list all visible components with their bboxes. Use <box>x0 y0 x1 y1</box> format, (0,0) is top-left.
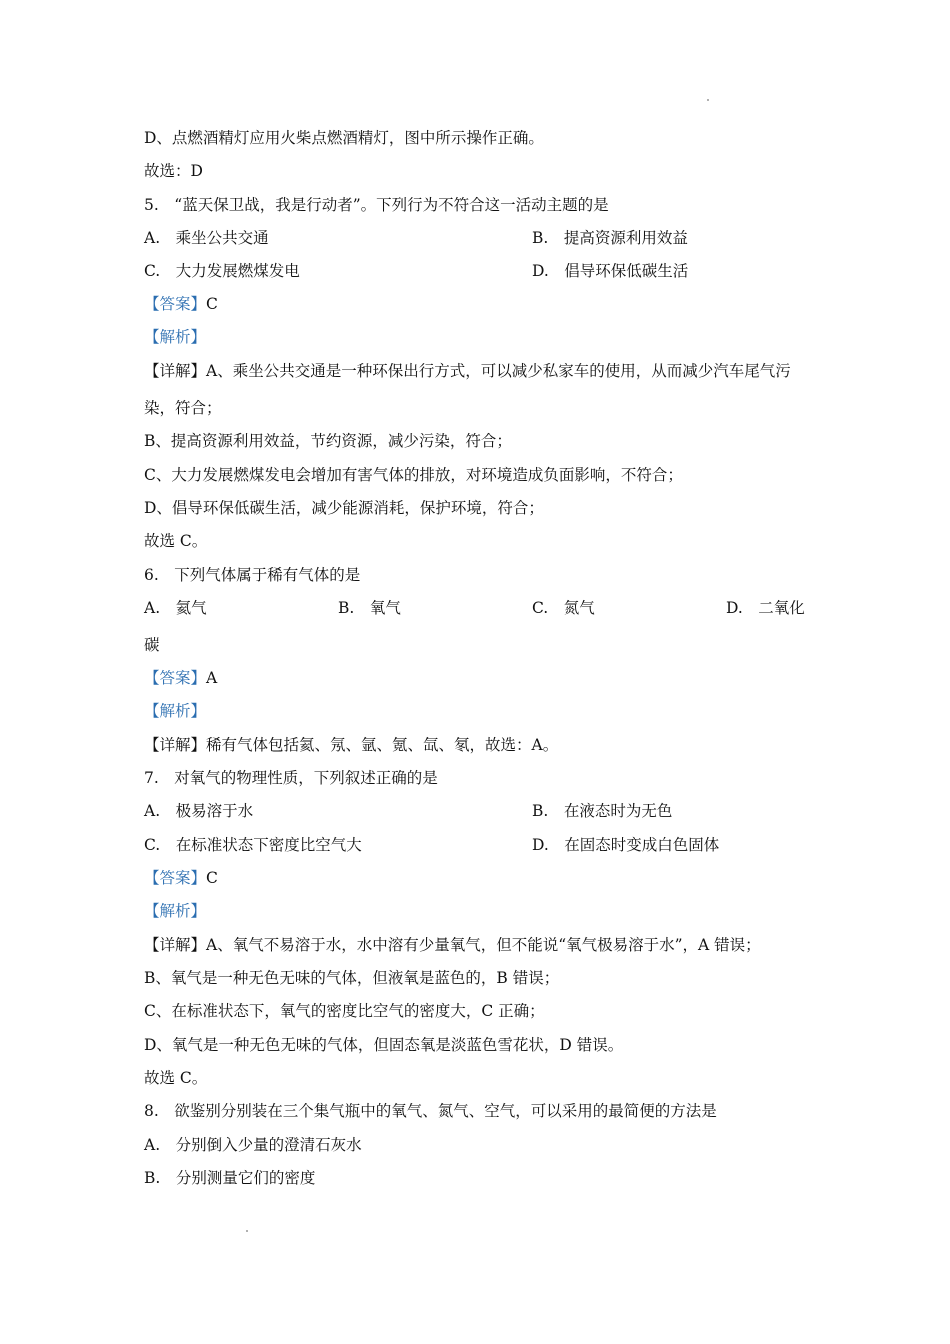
question-5: 5. “蓝天保卫战，我是行动者”。下列行为不符合这一活动主题的是 <box>144 196 609 214</box>
detail-tag: 【详解】 <box>144 362 207 380</box>
answer-value: C <box>206 295 218 313</box>
option-8b: B. 分别测量它们的密度 <box>144 1169 316 1187</box>
text-line: D、倡导环保低碳生活，减少能源消耗，保护环境，符合； <box>144 499 544 517</box>
detail-text: 稀有气体包括氦、氖、氩、氪、氙、氡，故选：A。 <box>206 736 559 754</box>
option-6c: C. 氮气 <box>532 599 595 617</box>
option-7d: D. 在固态时变成白色固体 <box>532 836 720 854</box>
text-line: 染，符合； <box>144 399 222 417</box>
analysis-tag: 【解析】 <box>144 702 207 720</box>
corner-mark-top <box>707 99 709 101</box>
option-8a: A. 分别倒入少量的澄清石灰水 <box>144 1136 362 1154</box>
option-5d: D. 倡导环保低碳生活 <box>532 262 689 280</box>
detail-tag: 【详解】 <box>144 736 207 754</box>
option-7c: C. 在标准状态下密度比空气大 <box>144 836 362 854</box>
text-line: D、氧气是一种无色无味的气体，但固态氧是淡蓝色雪花状，D 错误。 <box>144 1036 624 1054</box>
answer-value: A <box>206 669 218 687</box>
analysis-tag: 【解析】 <box>144 328 207 346</box>
option-5b: B. 提高资源利用效益 <box>532 229 688 247</box>
answer-5 <box>144 294 218 314</box>
answer-6 <box>144 668 217 688</box>
option-5a: A. 乘坐公共交通 <box>144 229 269 247</box>
detail-5-line <box>144 361 791 381</box>
answer-tag: 【答案】 <box>144 669 207 687</box>
detail-tag: 【详解】 <box>144 936 207 954</box>
text-line: 故选 C。 <box>144 532 208 550</box>
answer-tag: 【答案】 <box>144 295 207 313</box>
option-7b: B. 在液态时为无色 <box>532 802 673 820</box>
detail-7-line <box>144 935 761 955</box>
option-6a: A. 氦气 <box>144 599 207 617</box>
text-line: 故选：D <box>144 162 203 180</box>
text-line: 碳 <box>144 636 160 654</box>
text-line: C、在标准状态下，氧气的密度比空气的密度大，C 正确； <box>144 1002 545 1020</box>
corner-mark-bottom <box>246 1230 248 1232</box>
text-line: B、提高资源利用效益，节约资源，减少污染，符合； <box>144 432 512 450</box>
text-line: 故选 C。 <box>144 1069 208 1087</box>
option-5c: C. 大力发展燃煤发电 <box>144 262 300 280</box>
question-6: 6. 下列气体属于稀有气体的是 <box>144 566 361 584</box>
answer-7 <box>144 868 218 888</box>
answer-tag: 【答案】 <box>144 869 207 887</box>
answer-value: C <box>206 869 218 887</box>
question-8: 8. 欲鉴别分别装在三个集气瓶中的氧气、氮气、空气，可以采用的最简便的方法是 <box>144 1102 717 1120</box>
text-line: D、点燃酒精灯应用火柴点燃酒精灯，图中所示操作正确。 <box>144 129 544 147</box>
analysis-tag: 【解析】 <box>144 902 207 920</box>
option-6d: D. 二氧化 <box>726 599 805 617</box>
option-6b: B. 氧气 <box>338 599 401 617</box>
question-7: 7. 对氧气的物理性质，下列叙述正确的是 <box>144 769 438 787</box>
option-7a: A. 极易溶于水 <box>144 802 254 820</box>
detail-text: A、氧气不易溶于水，水中溶有少量氧气，但不能说“氧气极易溶于水”，A 错误； <box>206 936 761 954</box>
text-line: C、大力发展燃煤发电会增加有害气体的排放，对环境造成负面影响，不符合； <box>144 466 683 484</box>
detail-6-line <box>144 735 558 755</box>
text-line: B、氧气是一种无色无味的气体，但液氧是蓝色的，B 错误； <box>144 969 560 987</box>
detail-text: A、乘坐公共交通是一种环保出行方式，可以减少私家车的使用，从而减少汽车尾气污 <box>206 362 791 380</box>
